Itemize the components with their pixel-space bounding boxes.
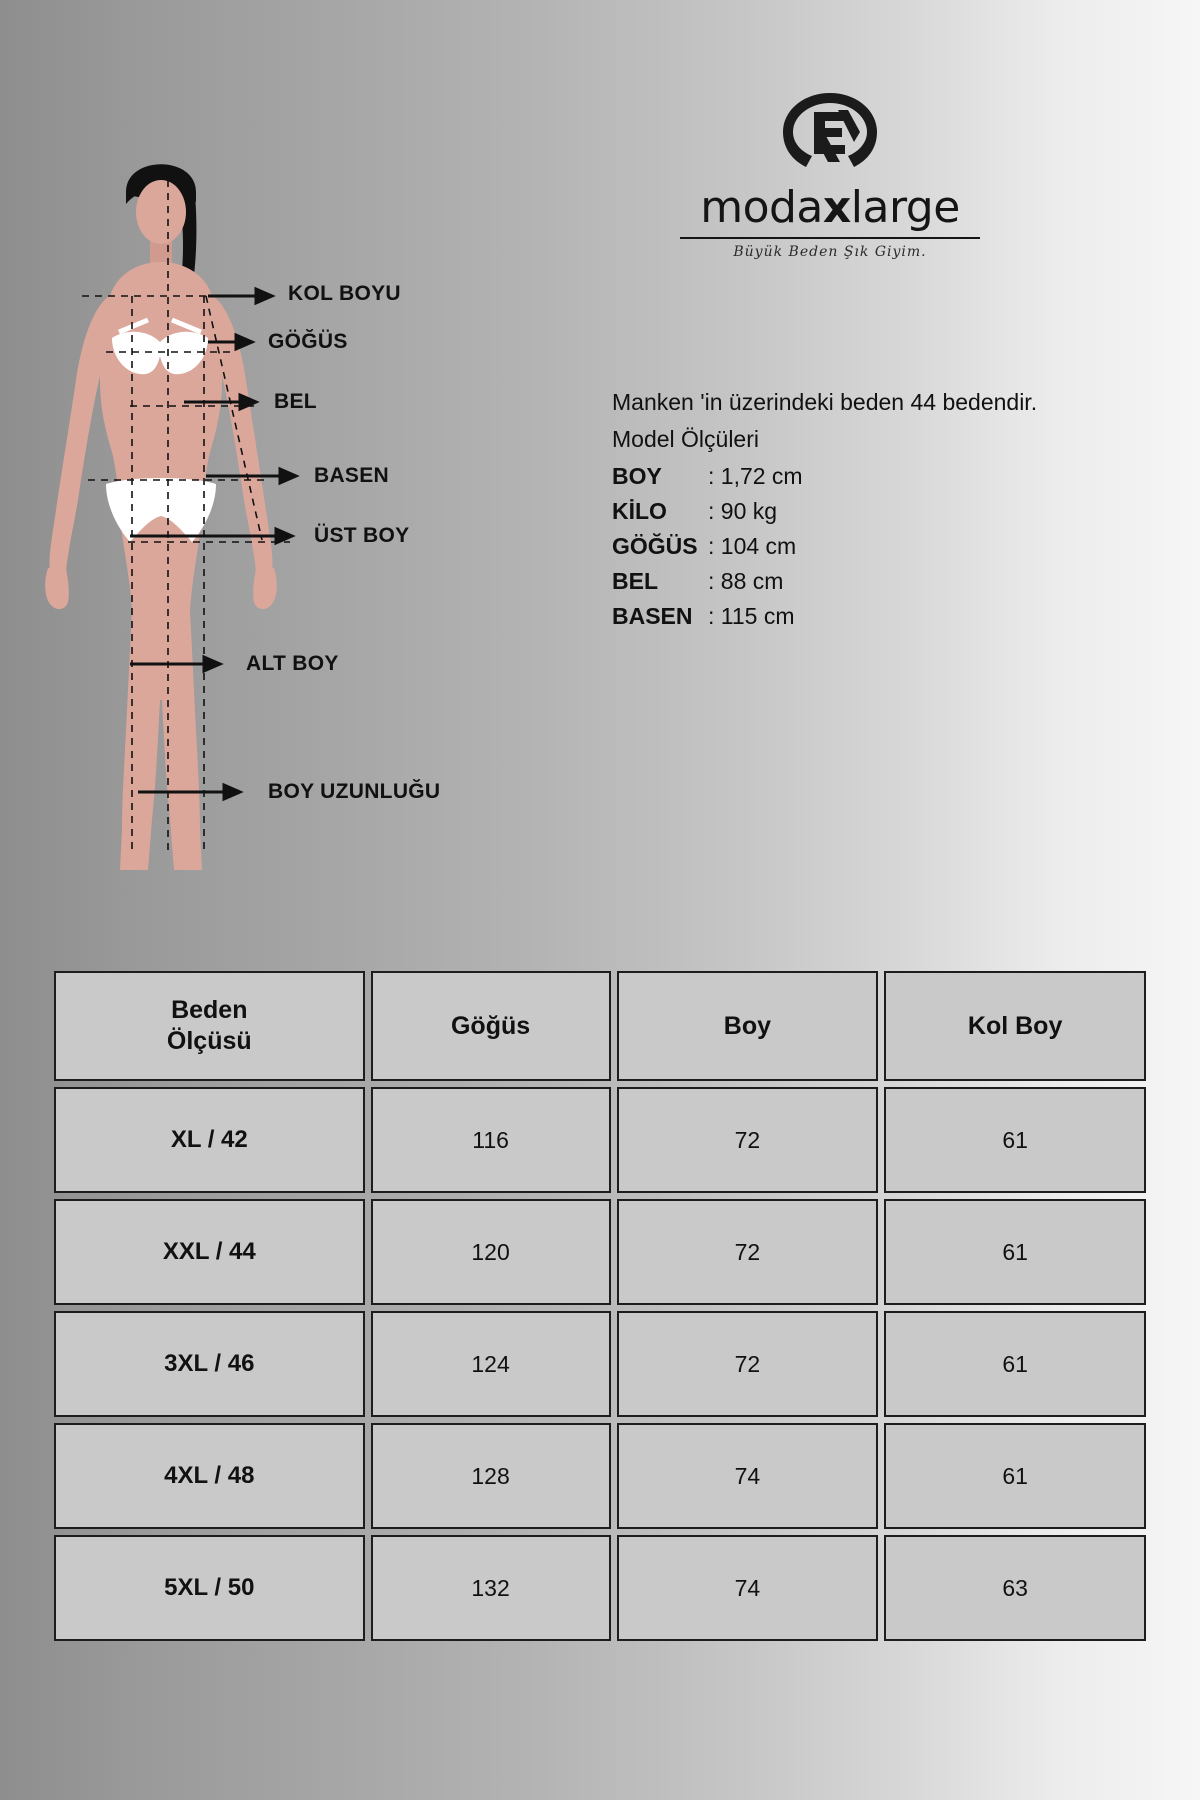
cell-gogus: 120 (371, 1199, 611, 1305)
label-bel: BEL (274, 390, 317, 413)
model-key-kilo: KİLO (612, 498, 667, 524)
cell-boy: 72 (617, 1087, 879, 1193)
cell-kol-boy: 61 (884, 1423, 1146, 1529)
model-value-basen: : 115 cm (708, 603, 795, 629)
brand-divider (680, 237, 980, 239)
header-beden-line1: Beden (171, 996, 248, 1024)
model-value-boy: : 1,72 cm (708, 463, 803, 489)
measurement-figure-area (0, 60, 560, 920)
brand-tagline: Büyük Beden Şık Giyim. (733, 244, 927, 260)
brand-word-x: x (822, 182, 851, 233)
model-row-bel (612, 564, 1037, 599)
header-gogus: Göğüs (371, 971, 611, 1081)
label-boy-uzunlugu: BOY UZUNLUĞU (268, 780, 441, 803)
model-value-gogus: : 104 cm (708, 533, 797, 559)
size-table (48, 965, 1152, 1647)
cell-size: 5XL / 50 (54, 1535, 365, 1641)
model-key-gogus: GÖĞÜS (612, 533, 698, 559)
model-key-boy: BOY (612, 463, 662, 489)
label-basen: BASEN (314, 464, 390, 487)
table-row (54, 1199, 1146, 1305)
cell-boy: 74 (617, 1535, 879, 1641)
size-table-head (54, 971, 1146, 1081)
table-row (54, 1311, 1146, 1417)
logo-mark-icon (778, 90, 882, 176)
cell-boy: 72 (617, 1311, 879, 1417)
cell-gogus: 128 (371, 1423, 611, 1529)
cell-boy: 74 (617, 1423, 879, 1529)
label-gogus: GÖĞÜS (268, 330, 348, 353)
header-beden-olcusu (54, 971, 365, 1081)
label-kol-boyu: KOL BOYU (288, 282, 401, 305)
cell-kol-boy: 61 (884, 1311, 1146, 1417)
model-key-basen: BASEN (612, 603, 693, 629)
model-value-kilo: : 90 kg (708, 498, 778, 524)
female-body-illustration (20, 80, 540, 880)
cell-boy: 72 (617, 1199, 879, 1305)
model-measurements-block (612, 385, 1037, 634)
cell-size: 4XL / 48 (54, 1423, 365, 1529)
table-row (54, 1535, 1146, 1641)
cell-gogus: 124 (371, 1311, 611, 1417)
brand-wordmark (620, 182, 1040, 233)
header-kol-boy: Kol Boy (884, 971, 1146, 1081)
model-value-bel: : 88 cm (708, 568, 784, 594)
model-row-basen (612, 599, 1037, 634)
cell-gogus: 116 (371, 1087, 611, 1193)
cell-kol-boy: 61 (884, 1087, 1146, 1193)
label-alt-boy: ALT BOY (246, 652, 339, 675)
cell-size: XXL / 44 (54, 1199, 365, 1305)
model-row-gogus (612, 529, 1037, 564)
size-table-container (48, 965, 1152, 1647)
cell-gogus: 132 (371, 1535, 611, 1641)
model-measurements-title: Model Ölçüleri (612, 426, 759, 452)
cell-kol-boy: 63 (884, 1535, 1146, 1641)
cell-kol-boy: 61 (884, 1199, 1146, 1305)
model-row-boy (612, 459, 1037, 494)
cell-size: XL / 42 (54, 1087, 365, 1193)
table-row (54, 1087, 1146, 1193)
header-boy: Boy (617, 971, 879, 1081)
label-ust-boy: ÜST BOY (314, 524, 410, 547)
brand-word-part1: moda (700, 182, 823, 233)
brand-word-part2: large (850, 182, 960, 233)
cell-size: 3XL / 46 (54, 1311, 365, 1417)
table-header-row (54, 971, 1146, 1081)
size-table-body (54, 1087, 1146, 1641)
model-key-bel: BEL (612, 568, 658, 594)
table-row (54, 1423, 1146, 1529)
model-row-kilo (612, 494, 1037, 529)
model-intro-text: Manken 'in üzerindeki beden 44 bedendir. (612, 389, 1038, 415)
brand-logo (620, 90, 1040, 260)
header-beden-line2: Ölçüsü (166, 1027, 252, 1055)
